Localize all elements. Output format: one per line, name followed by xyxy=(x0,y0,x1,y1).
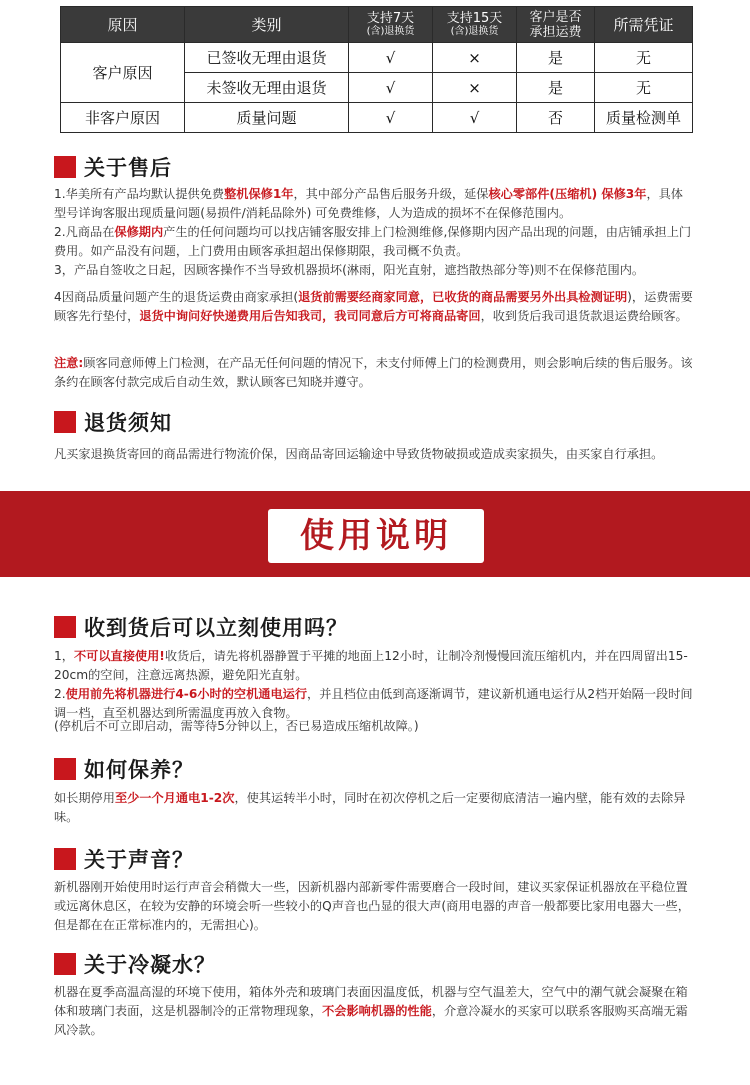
row-reason: 非客户原因 xyxy=(61,103,185,133)
header-reason: 原因 xyxy=(61,7,185,43)
section-title: 关于售后 xyxy=(84,156,172,180)
row-return7: √ xyxy=(349,43,433,73)
banner-title: 使用说明 xyxy=(300,516,452,556)
use-now-p2: 2.使用前先将机器进行4-6小时的空机通电运行，并且档位由低到高逐渐调节，建议新机通电运行从2档开始隔一段时间调一档，直至机器达到所需温度再放入食物。 xyxy=(54,687,693,720)
header-shipping: 客户是否 承担运费 xyxy=(517,7,595,43)
condensate-heading xyxy=(54,949,216,979)
section-title: 退货须知 xyxy=(84,411,172,435)
header-category: 类别 xyxy=(185,7,349,43)
condensate-text: 机器在夏季高温高湿的环境下使用，箱体外壳和玻璃门表面因温度低，机器与空气温差大，空气中的潮气就会凝聚在箱体和玻璃门表面，这是机器制冷的正常物理现象，不会影响机器的性能，介意冷凝水的买家可以联系客服购买高端无霜风冷款。 xyxy=(54,985,688,1037)
after-sales-p1: 1.华美所有产品均默认提供免费整机保修1年，其中部分产品售后服务升级，延保核心零部件(压缩机) 保修3年，具体型号详询客服出现质量问题(易损件/消耗品除外) 可免费维修，人为造成的损坏不在保修范围内。 xyxy=(54,187,683,220)
row-shipping: 是 xyxy=(517,43,595,73)
table-header-row xyxy=(61,7,693,43)
section-title: 收到货后可以立刻使用吗？ xyxy=(84,616,348,640)
after-sales-p2: 2.凡商品在保修期内产生的任何问题均可以找店铺客服安排上门检测维修,保修期内因产品出现的问题，由店铺承担上门费用。如产品没有问题，上门费用由顾客承担超出保修期限，我司概不负责。 xyxy=(54,225,692,258)
row-reason: 客户原因 xyxy=(61,43,185,103)
red-square-icon xyxy=(54,758,76,780)
usage-banner xyxy=(0,491,750,577)
section-title: 如何保养？ xyxy=(84,758,194,782)
sound-text: 新机器刚开始使用时运行声音会稍微大一些，因新机器内部新零件需要磨合一段时间，建议买家保证机器放在平稳位置或远离休息区，在较为安静的环境会听一些较小的Q声音也凸显的很大声(商用电器的声音一般都要比家用电器大一些，但是都在在正常标准内的，无需担心)。 xyxy=(54,880,690,932)
header-return7: 支持7天 (含)退换货 xyxy=(349,7,433,43)
row-proof: 无 xyxy=(595,73,693,103)
red-square-icon xyxy=(54,616,76,638)
use-now-heading xyxy=(54,612,348,642)
red-square-icon xyxy=(54,953,76,975)
row-return15: × xyxy=(433,73,517,103)
red-square-icon xyxy=(54,848,76,870)
return-notice-heading xyxy=(54,407,172,437)
row-return15: √ xyxy=(433,103,517,133)
table-row xyxy=(61,43,693,73)
after-sales-p4: 4因商品质量问题产生的退货运费由商家承担(退货前需要经商家同意，已收货的商品需要另外出具检测证明)，运费需要顾客先行垫付，退货中询问好快递费用后告知我司，我司同意后方可将商品寄回，收到货后我司退货款退运费给顾客。 xyxy=(54,290,693,323)
red-square-icon xyxy=(54,156,76,178)
return-policy-table-wrap xyxy=(60,6,692,133)
row-shipping: 否 xyxy=(517,103,595,133)
after-sales-p3: 3，产品自签收之日起，因顾客操作不当导致机器损坏(淋雨，阳光直射，遮挡散热部分等)则不在保修范围内。 xyxy=(54,263,645,277)
maintenance-text: 如长期停用至少一个月通电1-2次，使其运转半小时，同时在初次停机之后一定要彻底清洁一遍内壁，能有效的去除异味。 xyxy=(54,791,686,824)
row-proof: 无 xyxy=(595,43,693,73)
sound-heading xyxy=(54,844,194,874)
use-now-p1: 1，不可以直接使用!收货后，请先将机器静置于平摊的地面上12小时，让制冷剂慢慢回流压缩机内，并在四周留出15-20cm的空间，注意远离热源，避免阳光直射。 xyxy=(54,649,688,682)
banner-title-box xyxy=(268,509,484,563)
section-title: 关于冷凝水？ xyxy=(84,953,216,977)
row-return7: √ xyxy=(349,103,433,133)
return-policy-table xyxy=(60,6,693,133)
after-sales-heading xyxy=(54,152,172,182)
table-row xyxy=(61,103,693,133)
red-square-icon xyxy=(54,411,76,433)
header-proof: 所需凭证 xyxy=(595,7,693,43)
header-return15: 支持15天 (含)退换货 xyxy=(433,7,517,43)
row-return7: √ xyxy=(349,73,433,103)
section-title: 关于声音？ xyxy=(84,848,194,872)
row-proof: 质量检测单 xyxy=(595,103,693,133)
row-category: 质量问题 xyxy=(185,103,349,133)
row-category: 已签收无理由退货 xyxy=(185,43,349,73)
return-notice-text: 凡买家退换货寄回的商品需进行物流价保，因商品寄回运输途中导致货物破损或造成卖家损失，由买家自行承担。 xyxy=(54,447,664,461)
row-category: 未签收无理由退货 xyxy=(185,73,349,103)
use-now-p3: (停机后不可立即启动，需等待5分钟以上，否已易造成压缩机故障。) xyxy=(54,719,419,733)
maintenance-heading xyxy=(54,754,194,784)
after-sales-note: 注意:顾客同意师傅上门检测，在产品无任何问题的情况下，未支付师傅上门的检测费用，则会影响后续的售后服务。该条约在顾客付款完成后自动生效，默认顾客已知晓并遵守。 xyxy=(54,356,693,389)
row-return15: × xyxy=(433,43,517,73)
row-shipping: 是 xyxy=(517,73,595,103)
